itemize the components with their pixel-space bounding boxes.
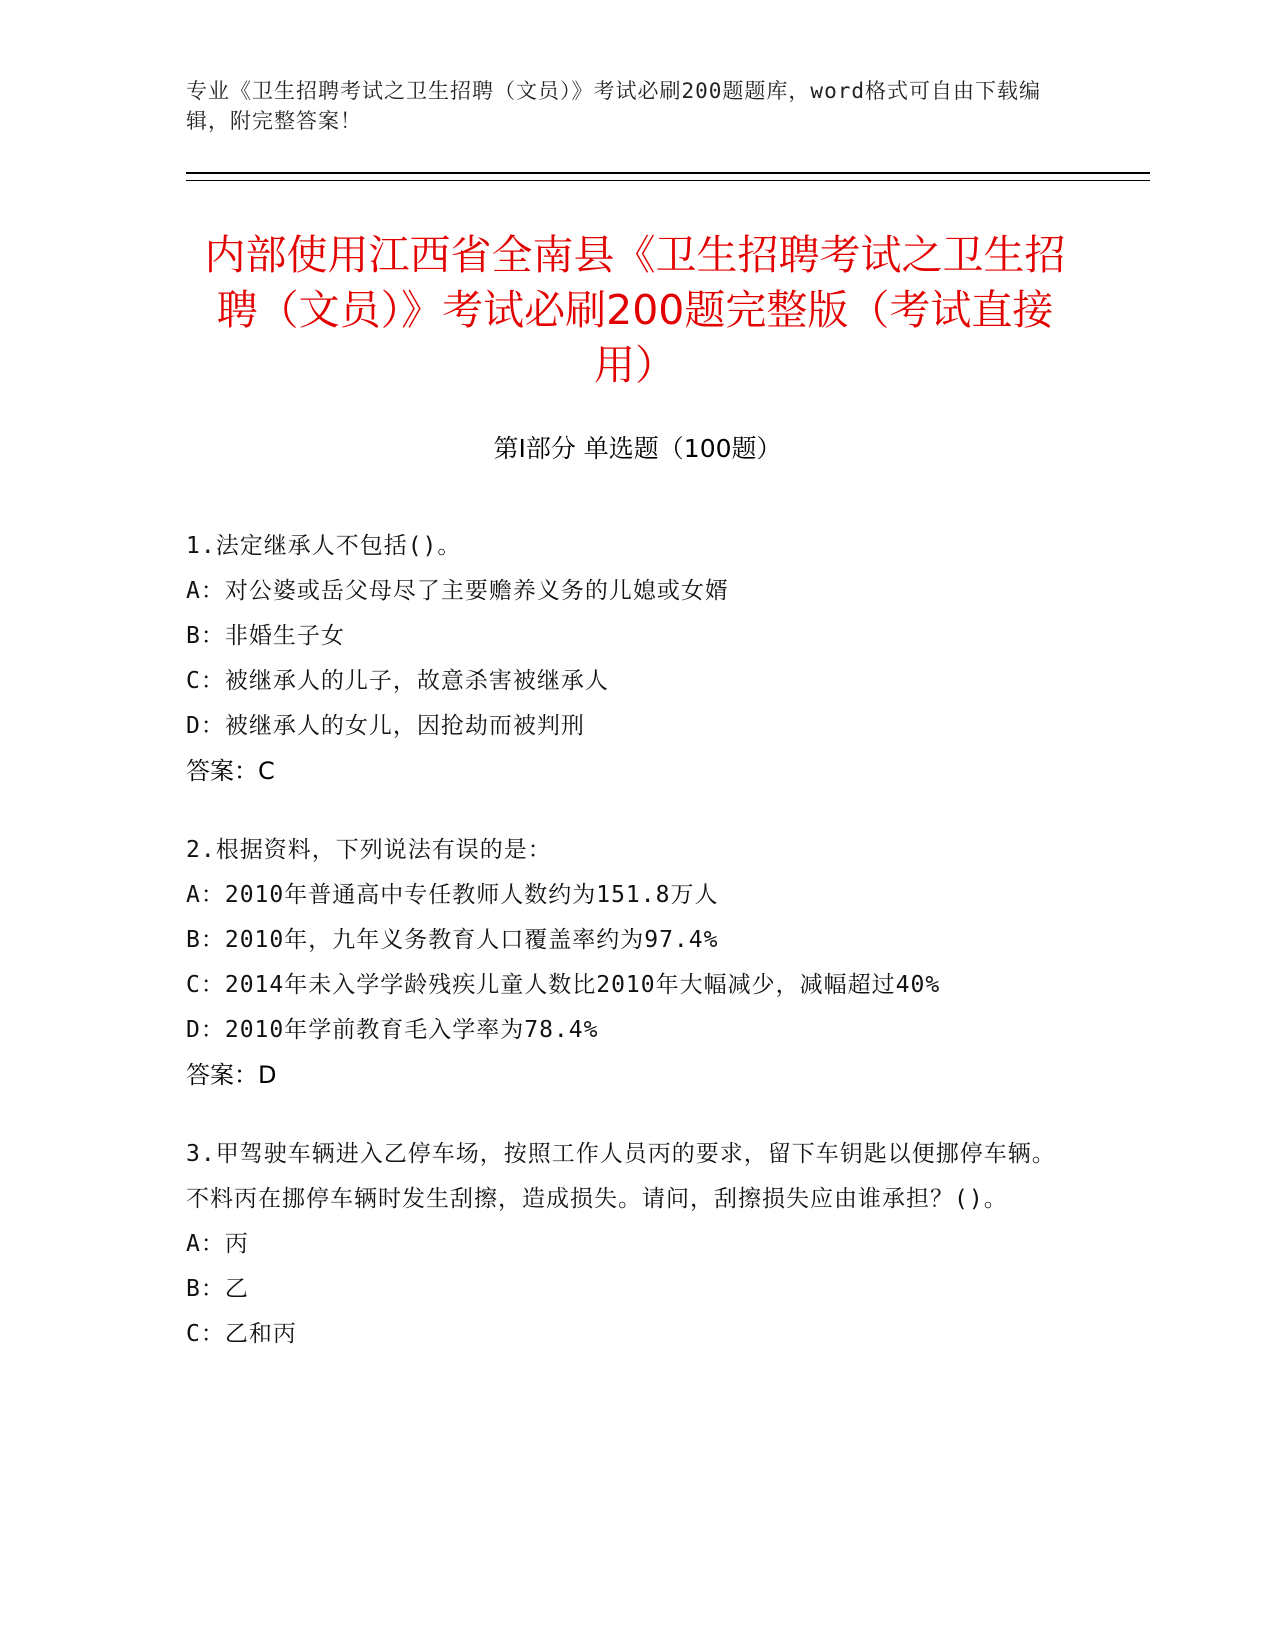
section-heading: 第I部分 单选题（100题） — [493, 434, 782, 463]
option-c: C：2014年未入学学龄残疾儿童人数比2010年大幅减少，减幅超过40% — [186, 972, 941, 998]
header-rule-thick — [186, 172, 1150, 174]
question-3 — [186, 1132, 1066, 1357]
option-b: B：非婚生子女 — [186, 623, 345, 649]
option-c: C：被继承人的儿子，故意杀害被继承人 — [186, 668, 609, 694]
option-b: B：乙 — [186, 1276, 249, 1302]
option-a: A：对公婆或岳父母尽了主要赡养义务的儿媳或女婿 — [186, 578, 729, 604]
document-title: 内部使用江西省全南县《卫生招聘考试之卫生招聘（文员）》考试必刷200题完整版（考试直接用） — [204, 231, 1066, 389]
option-d: D：2010年学前教育毛入学率为78.4% — [186, 1017, 599, 1043]
option-d: D：被继承人的女儿，因抢劫而被判刑 — [186, 713, 585, 739]
question-stem: 3.甲驾驶车辆进入乙停车场，按照工作人员丙的要求，留下车钥匙以便挪停车辆。不料丙在挪停车辆时发生刮擦，造成损失。请问，刮擦损失应由谁承担？()。 — [186, 1141, 1056, 1212]
header-note: 专业《卫生招聘考试之卫生招聘（文员）》考试必刷200题题库，word格式可自由下载编辑，附完整答案！ — [186, 79, 1041, 133]
option-b: B：2010年，九年义务教育人口覆盖率约为97.4% — [186, 927, 719, 953]
option-a: A：丙 — [186, 1231, 249, 1257]
option-c: C：乙和丙 — [186, 1321, 297, 1347]
answer-line: 答案：C — [186, 757, 275, 785]
question-2 — [186, 828, 1066, 1098]
header-rule-thin — [186, 180, 1150, 181]
question-stem: 1.法定继承人不包括()。 — [186, 533, 462, 559]
question-list — [186, 524, 1066, 1391]
question-stem: 2.根据资料，下列说法有误的是： — [186, 837, 552, 863]
option-a: A：2010年普通高中专任教师人数约为151.8万人 — [186, 882, 719, 908]
question-1 — [186, 524, 1066, 794]
answer-line: 答案：D — [186, 1061, 277, 1089]
